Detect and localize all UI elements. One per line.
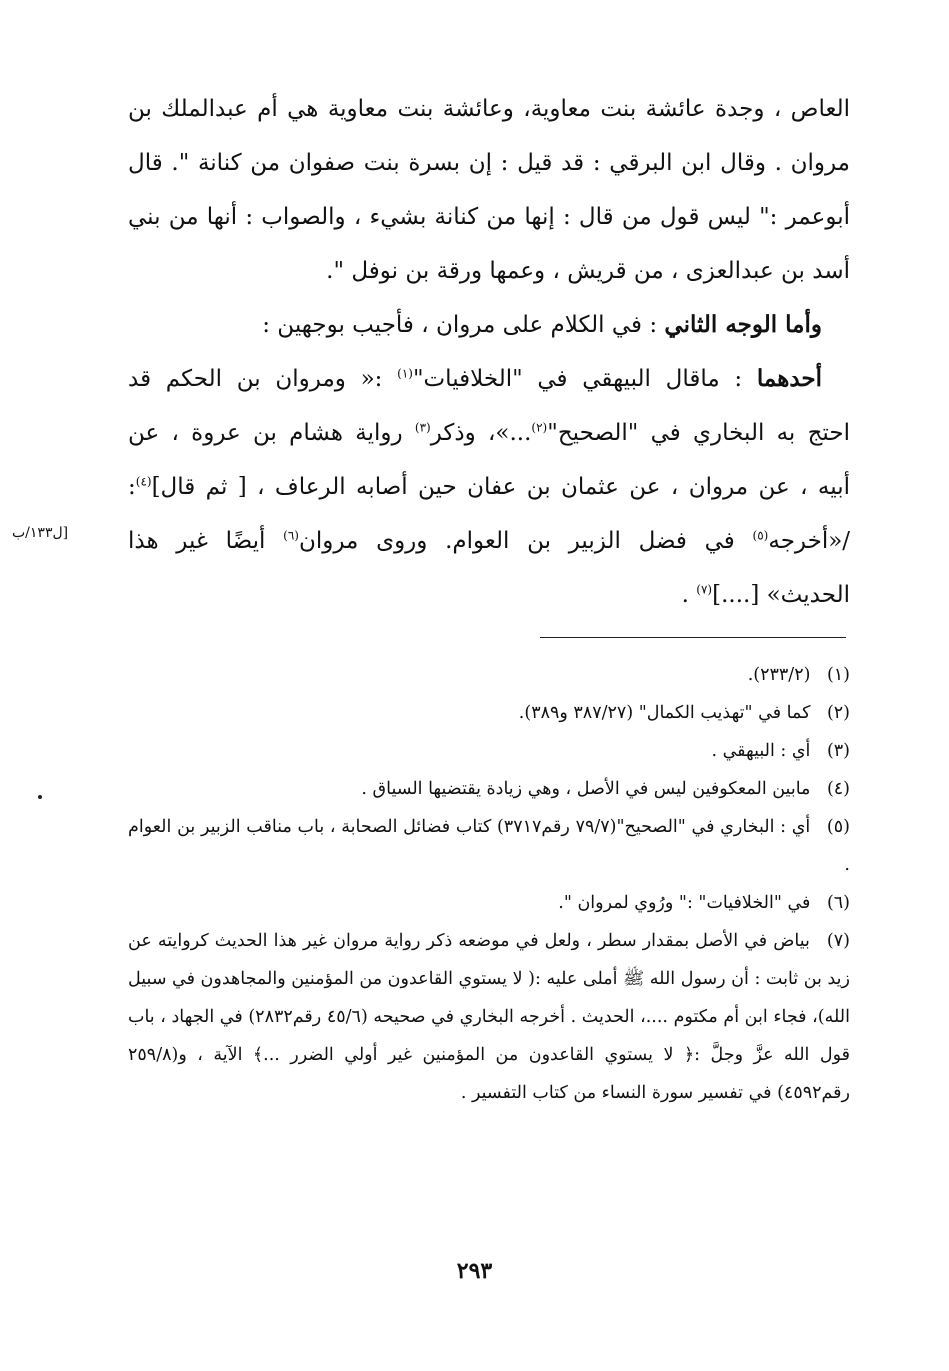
footnote: (٧) بياض في الأصل بمقدار سطر ، ولعل في موضعه ذكر رواية مروان غير هذا الحديث كروايته عن زيد بن ثابت : أن رسول الله ﷺ أملى عليه :( لا يستوي القاعدون من المؤمنين والمجاهدون في سبيل الله)، فجاء ابن أم مكتوم ....، الحديث . أخرجه البخاري في صحيحه (٤٥/٦ رقم٢٨٣٢) في الجهاد ، باب قول الله عزَّ وجلَّ :﴿ لا يستوي القاعدون من المؤمنين غير أولي الضرر ...﴾ الآية ، و(٢٥٩/٨ رقم٤٥٩٢) في تفسير سورة النساء من كتاب التفسير . (128, 922, 850, 1112)
text-line: أحدهما : ماقال البيهقي في "الخلافيات"$^{(١)}$ :« ومروان بن الحكم قد (128, 365, 823, 392)
footnote: (٣) أي : البيهقي . (128, 732, 850, 770)
footnote-ref[interactable]: (٦) (283, 528, 299, 543)
footnote-number: (٦) (826, 893, 850, 913)
footnote-ref[interactable]: (١) (397, 366, 413, 381)
section-heading: وأما الوجه الثاني (664, 311, 822, 338)
footnote-number: (٢) (826, 703, 850, 723)
text-line: احتج به البخاري في "الصحيح"$^{(٢)}$...»، وذكر$^{(٣)}$ رواية هشام بن عروة ، عن (128, 420, 850, 446)
footnote-ref[interactable]: (٢) (531, 420, 548, 435)
text-line: وأما الوجه الثاني : في الكلام على مروان ، فأجيب بوجهين : (262, 311, 822, 338)
text-line: أسد بن عبدالعزى ، من قريش ، وعمها ورقة بن نوفل ". (326, 258, 850, 284)
footnote-number: (٧) (826, 931, 850, 951)
footnote-ref[interactable]: (٥) (752, 528, 769, 543)
main-text (128, 82, 850, 622)
text-line: أبيه ، عن مروان ، عن عثمان بن عفان حين أصابه الرعاف ، [ ثم قال]$^{(٤)}$: (128, 474, 850, 500)
footnote-divider (540, 637, 846, 638)
text-line: الحديث» [....]$^{(٧)}$ . (681, 582, 850, 608)
footnote-number: (٤) (826, 779, 850, 799)
manuscript-folio-ref: [ل١٣٣/ب (12, 525, 69, 541)
footnote: (١) (٢٣٣/٢). (128, 656, 850, 694)
footnote-ref[interactable]: (٧) (696, 582, 713, 597)
footnote-number: (١) (826, 665, 850, 685)
text-line: العاص ، وجدة عائشة بنت معاوية، وعائشة بنت معاوية هي أم عبدالملك بن (128, 96, 850, 122)
section-heading: أحدهما (756, 365, 823, 392)
footnote-ref[interactable]: (٣) (414, 420, 431, 435)
footnote: (٢) كما في "تهذيب الكمال" (٣٨٧/٢٧ و٣٨٩). (128, 694, 850, 732)
page-number: ٢٩٣ (456, 1258, 493, 1284)
footnote: (٦) في "الخلافيات" :" ورُوي لمروان ". (128, 884, 850, 922)
footnote-number: (٥) (826, 817, 850, 837)
footnote-number: (٣) (826, 741, 850, 761)
scan-speck (38, 795, 42, 799)
footnote: (٥) أي : البخاري في "الصحيح"(٧٩/٧ رقم٣٧١٧) كتاب فضائل الصحابة ، باب مناقب الزبير بن العوام . (128, 808, 850, 884)
footnote: (٤) مابين المعكوفين ليس في الأصل ، وهي زيادة يقتضيها السياق . (128, 770, 850, 808)
footnotes (128, 656, 850, 1112)
text-line: /«أخرجه$^{(٥)}$ في فضل الزبير بن العوام. وروى مروان$^{(٦)}$ أيضًا غير هذا (128, 528, 850, 554)
footnote-ref[interactable]: (٤) (135, 474, 152, 489)
text-line: أبوعمر :" ليس قول من قال : إنها من كنانة بشيء ، والصواب : أنها من بني (128, 204, 850, 230)
text-line: مروان . وقال ابن البرقي : قد قيل : إن بسرة بنت صفوان من كنانة ". قال (128, 150, 850, 176)
